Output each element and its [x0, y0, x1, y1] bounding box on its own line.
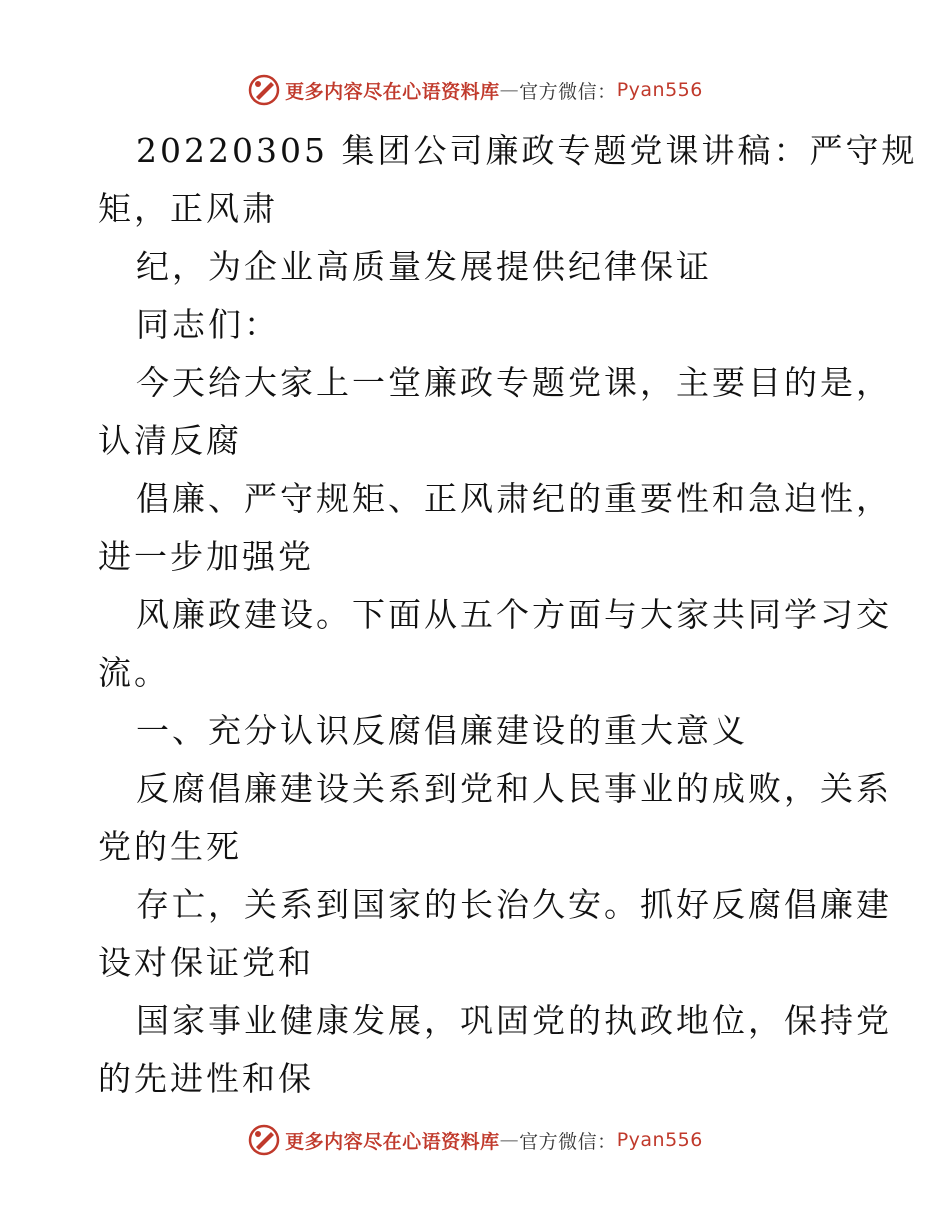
text-line: 纪，为企业高质量发展提供纪律保证	[136, 247, 712, 286]
text-line: 存亡，关系到国家的长治久安。抓好反腐倡廉建	[136, 885, 892, 924]
text-line: 矩，正风肃	[98, 189, 278, 228]
brand-logo-icon	[247, 1123, 281, 1157]
banner-sub-text: 官方微信：	[519, 1130, 617, 1153]
text-line: 风廉政建设。下面从五个方面与大家共同学习交	[136, 595, 892, 634]
header-banner	[0, 70, 950, 110]
document-body	[98, 122, 918, 1108]
banner-sub-text: 官方微信：	[519, 80, 617, 103]
banner-account: Pyan556	[616, 1129, 703, 1151]
text-line: 认清反腐	[98, 421, 242, 460]
text-line: 流。	[98, 653, 170, 692]
banner-main-text: 更多内容尽在心语资料库	[285, 1130, 500, 1153]
text-line: 反腐倡廉建设关系到党和人民事业的成败，关系	[136, 769, 892, 808]
brand-logo-icon	[247, 73, 281, 107]
banner-separator: —	[499, 1129, 520, 1151]
text-line: 设对保证党和	[98, 943, 314, 982]
text-line: 今天给大家上一堂廉政专题党课，主要目的是，	[136, 363, 892, 402]
banner-separator: —	[499, 79, 520, 101]
text-line: 国家事业健康发展，巩固党的执政地位，保持党	[136, 1001, 892, 1040]
text-line: 进一步加强党	[98, 537, 314, 576]
text-line: 20220305 集团公司廉政专题党课讲稿：严守规	[136, 131, 918, 170]
text-line: 的先进性和保	[98, 1059, 314, 1098]
banner-main-text: 更多内容尽在心语资料库	[285, 80, 500, 103]
footer-banner	[0, 1120, 950, 1160]
text-line: 党的生死	[98, 827, 242, 866]
text-line: 一、充分认识反腐倡廉建设的重大意义	[136, 711, 748, 750]
banner-account: Pyan556	[616, 79, 703, 101]
text-line: 同志们：	[136, 305, 280, 344]
text-line: 倡廉、严守规矩、正风肃纪的重要性和急迫性，	[136, 479, 892, 518]
